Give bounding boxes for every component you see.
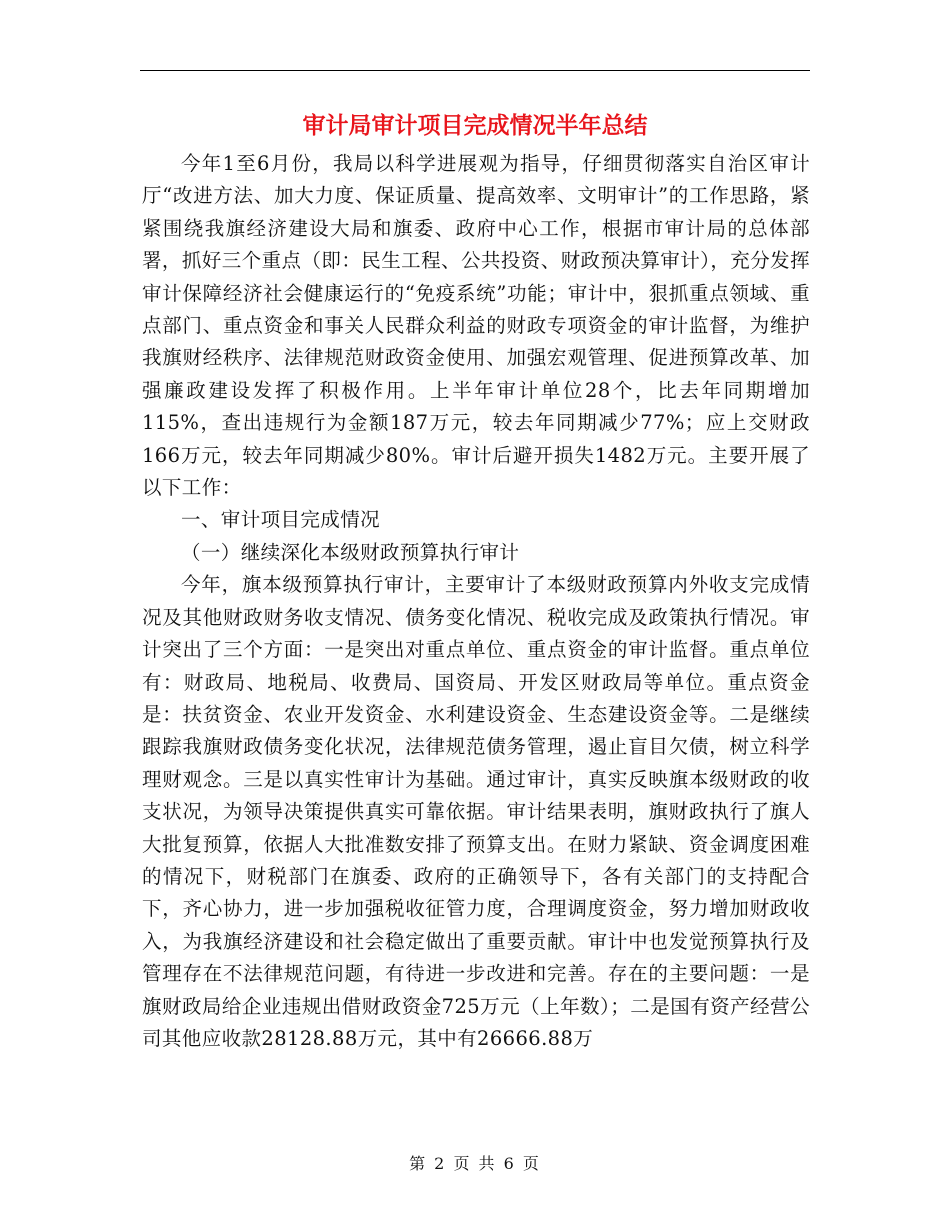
page-footer: 第 2 页 共 6 页 [409,1154,541,1173]
paragraph-budget-audit: 今年，旗本级预算执行审计，主要审计了本级财政预算内外收支完成情况及其他财政财务收支情况、债务变化情况、税收完成及政策执行情况。审计突出了三个方面：一是突出对重点单位、重点资金的审计监督。重点单位有：财政局、地税局、收费局、国资局、开发区财政局等单位。重点资金是：扶贫资金、农业开发资金、水利建设资金、生态建设资金等。二是继续跟踪我旗财政债务变化状况，法律规范债务管理，遏止盲目欠债，树立科学理财观念。三是以真实性审计为基础。通过审计，真实反映旗本级财政的收支状况，为领导决策提供真实可靠依据。审计结果表明，旗财政执行了旗人大批复预算，依据人大批准数安排了预算支出。在财力紧缺、资金调度困难的情况下，财税部门在旗委、政府的正确领导下，各有关部门的支持配合下，齐心协力，进一步加强税收征管力度，合理调度资金，努力增加财政收入，为我旗经济建设和社会稳定做出了重要贡献。审计中也发觉预算执行及管理存在不法律规范问题，有待进一步改进和完善。存在的主要问题：一是旗财政局给企业违规出借财政资金725万元（上年数）；二是国有资产经营公司其他应收款28128.88万元，其中有26666.88万 [142,573,810,1050]
paragraph-intro: 今年1至6月份，我局以科学进展观为指导，仔细贯彻落实自治区审计厅“改进方法、加大力度、保证质量、提高效率、文明审计”的工作思路，紧紧围绕我旗经济建设大局和旗委、政府中心工作，根据市审计局的总体部署，抓好三个重点（即：民生工程、公共投资、财政预决算审计），充分发挥审计保障经济社会健康运行的“免疫系统”功能；审计中，狠抓重点领域、重点部门、重点资金和事关人民群众利益的财政专项资金的审计监督，为维护我旗财经秩序、法律规范财政资金使用、加强宏观管理、促进预算改革、加强廉政建设发挥了积极作用。上半年审计单位28个，比去年同期增加115%，查出违规行为金额187万元，较去年同期减少77%；应上交财政166万元，较去年同期减少80%。审计后避开损失1482万元。主要开展了以下工作： [142,152,810,500]
subsection-heading: （一）继续深化本级财政预算执行审计 [181,540,520,564]
document-title: 审计局审计项目完成情况半年总结 [302,112,648,139]
section-heading: 一、审计项目完成情况 [181,508,381,532]
document-body [142,148,810,1055]
header-rule [140,70,810,71]
